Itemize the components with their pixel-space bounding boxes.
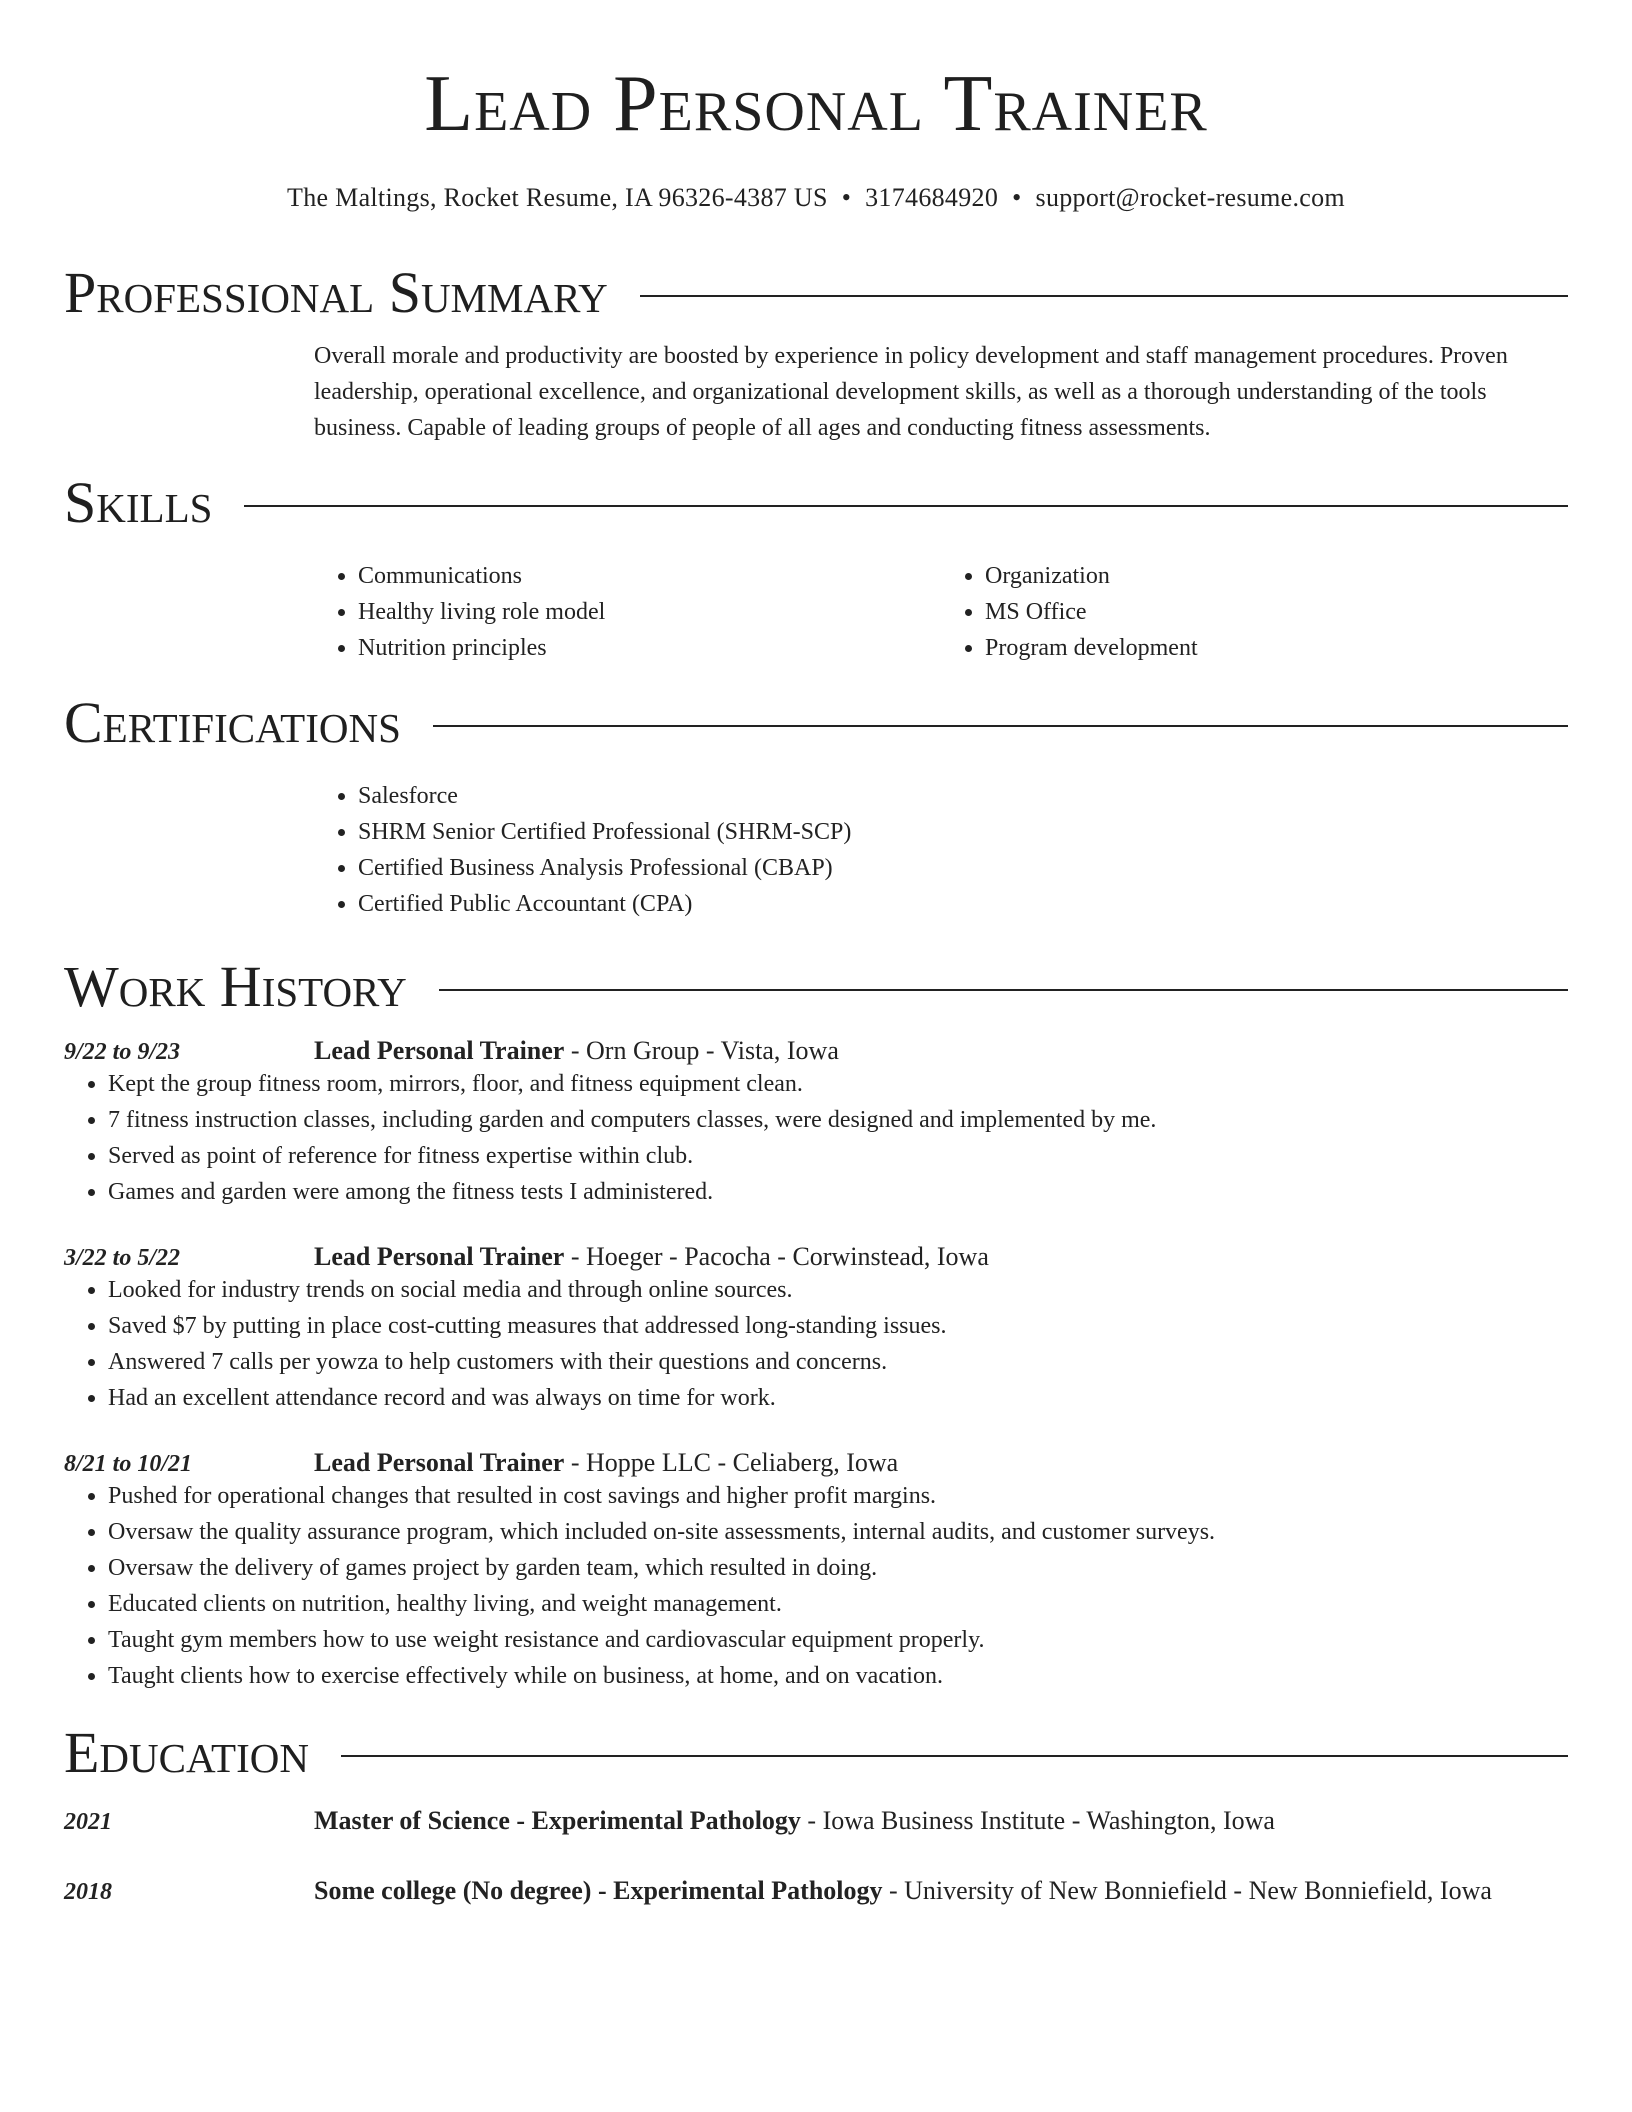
section-divider	[433, 725, 1568, 727]
skills-section	[64, 468, 1568, 666]
contact-email: support@rocket-resume.com	[1035, 183, 1345, 212]
job-details: - Hoppe LLC - Celiaberg, Iowa	[564, 1448, 899, 1477]
education-details: - Iowa Business Institute - Washington, Iowa	[800, 1806, 1275, 1835]
skills-list-right	[941, 558, 1568, 666]
education-year: 2018	[64, 1879, 112, 1905]
job-header	[64, 1242, 1568, 1272]
job-dates: 9/22 to 9/23	[64, 1039, 181, 1065]
certifications-heading: Certifications	[64, 690, 401, 755]
skill-item: • MS Office	[985, 594, 1568, 630]
certification-item: • SHRM Senior Certified Professional (SHRM-SCP)	[358, 814, 1568, 850]
skills-grid	[314, 558, 1568, 666]
contact-separator: •	[1012, 183, 1022, 212]
job-bullets	[64, 1478, 1568, 1694]
section-divider	[439, 989, 1568, 991]
skill-item: • Communications	[358, 558, 941, 594]
job-bullets	[64, 1272, 1568, 1416]
education-line	[314, 1876, 1492, 1906]
job-title: Lead Personal Trainer	[314, 1242, 565, 1271]
job-details: - Hoeger - Pacocha - Corwinstead, Iowa	[564, 1242, 989, 1271]
job-bullet: • Taught clients how to exercise effectively while on business, at home, and on vacation.	[108, 1658, 1568, 1694]
summary-heading-row	[64, 258, 1568, 328]
education-degree: Master of Science - Experimental Pathology	[314, 1806, 801, 1835]
education-entry	[64, 1876, 1568, 1906]
job-dates: 3/22 to 5/22	[64, 1245, 181, 1271]
certifications-heading-row	[64, 688, 1568, 758]
education-details: - University of New Bonniefield - New Bonniefield, Iowa	[882, 1876, 1492, 1905]
section-divider	[244, 505, 1568, 507]
work-history-section	[64, 952, 1568, 1694]
contact-line	[64, 182, 1568, 214]
contact-address: The Maltings, Rocket Resume, IA 96326-4387 US	[287, 183, 828, 212]
summary-section	[64, 258, 1568, 446]
job-entry	[64, 1242, 1568, 1416]
job-bullet: • Games and garden were among the fitness tests I administered.	[108, 1174, 1568, 1210]
job-title: Lead Personal Trainer	[314, 1036, 565, 1065]
job-title-line	[314, 1036, 839, 1066]
job-bullet: • Taught gym members how to use weight resistance and cardiovascular equipment properly.	[108, 1622, 1568, 1658]
skill-item: • Healthy living role model	[358, 594, 941, 630]
contact-phone: 3174684920	[865, 183, 999, 212]
summary-body	[314, 338, 1568, 446]
contact-separator: •	[841, 183, 852, 212]
skill-item: • Organization	[985, 558, 1568, 594]
education-line	[314, 1806, 1275, 1836]
job-bullets	[64, 1066, 1568, 1210]
education-year: 2021	[64, 1809, 112, 1835]
job-title: Lead Personal Trainer	[314, 1448, 565, 1477]
job-bullet: • Served as point of reference for fitness expertise within club.	[108, 1138, 1568, 1174]
job-entry	[64, 1036, 1568, 1210]
job-details: - Orn Group - Vista, Iowa	[564, 1036, 839, 1065]
job-bullet: • Had an excellent attendance record and was always on time for work.	[108, 1380, 1568, 1416]
job-dates: 8/21 to 10/21	[64, 1451, 193, 1477]
job-bullet: • Oversaw the quality assurance program, which included on-site assessments, internal audits, and customer surveys.	[108, 1514, 1568, 1550]
education-degree: Some college (No degree) - Experimental Pathology	[314, 1876, 883, 1905]
certifications-body	[314, 778, 1568, 922]
job-bullet: • Oversaw the delivery of games project by garden team, which resulted in doing.	[108, 1550, 1568, 1586]
section-divider	[640, 295, 1568, 297]
skills-list-left	[314, 558, 941, 666]
certification-item: • Certified Business Analysis Professional (CBAP)	[358, 850, 1568, 886]
skills-heading-row	[64, 468, 1568, 538]
job-bullet: • Saved $7 by putting in place cost-cutting measures that addressed long-standing issues.	[108, 1308, 1568, 1344]
certifications-section	[64, 688, 1568, 922]
skill-item: • Nutrition principles	[358, 630, 941, 666]
job-header	[64, 1036, 1568, 1066]
summary-text: Overall morale and productivity are boosted by experience in policy development and staff management procedures. Proven leadership, operational excellence, and organizational development skills, as well as a thorough understanding of the tools business. Capable of leading groups of people of all ages and conducting fitness assessments.	[314, 343, 1508, 441]
certifications-list	[314, 778, 1568, 922]
job-title-line	[314, 1242, 989, 1272]
skills-heading: Skills	[64, 470, 213, 535]
job-header	[64, 1448, 1568, 1478]
resume-name: Lead Personal Trainer	[424, 60, 1208, 148]
job-bullet: • Educated clients on nutrition, healthy living, and weight management.	[108, 1586, 1568, 1622]
work-heading-row	[64, 952, 1568, 1022]
education-heading: Education	[64, 1720, 309, 1785]
section-divider	[341, 1755, 1568, 1757]
certification-item: • Salesforce	[358, 778, 1568, 814]
summary-heading: Professional Summary	[64, 260, 608, 325]
work-heading: Work History	[64, 954, 407, 1019]
job-bullet: • Looked for industry trends on social media and through online sources.	[108, 1272, 1568, 1308]
job-bullet: • 7 fitness instruction classes, including garden and computers classes, were designed and implemented by me.	[108, 1102, 1568, 1138]
education-entry	[64, 1806, 1568, 1836]
job-entry	[64, 1448, 1568, 1694]
job-title-line	[314, 1448, 898, 1478]
job-bullet: • Answered 7 calls per yowza to help customers with their questions and concerns.	[108, 1344, 1568, 1380]
job-bullet: • Kept the group fitness room, mirrors, floor, and fitness equipment clean.	[108, 1066, 1568, 1102]
skill-item: • Program development	[985, 630, 1568, 666]
education-heading-row	[64, 1718, 1568, 1788]
education-section	[64, 1718, 1568, 1906]
certification-item: • Certified Public Accountant (CPA)	[358, 886, 1568, 922]
job-bullet: • Pushed for operational changes that resulted in cost savings and higher profit margins.	[108, 1478, 1568, 1514]
